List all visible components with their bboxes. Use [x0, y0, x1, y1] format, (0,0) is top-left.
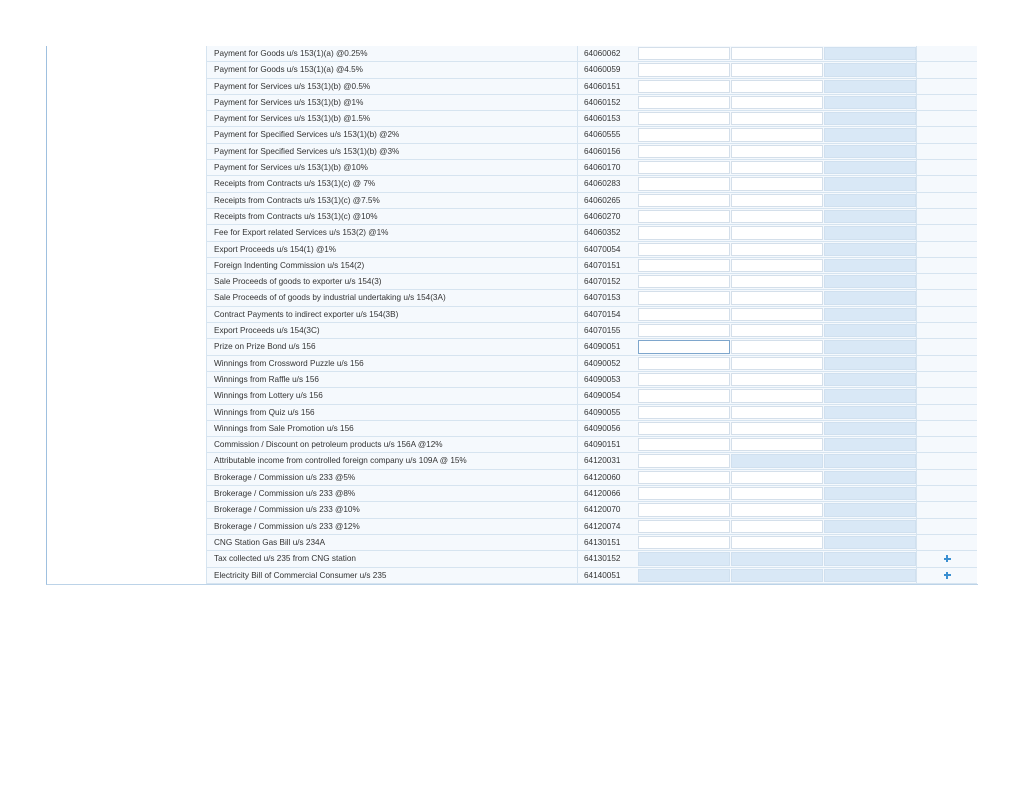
row-description: CNG Station Gas Bill u/s 234A: [206, 535, 577, 550]
readonly-cell: [824, 487, 916, 500]
amount-input[interactable]: [731, 128, 823, 141]
row-action-cell: [916, 519, 977, 534]
amount-input[interactable]: [638, 194, 730, 207]
row-description: Receipts from Contracts u/s 153(1)(c) @10%: [206, 209, 577, 224]
table-row: [206, 372, 977, 388]
readonly-cell: [824, 552, 916, 565]
row-code: 64120060: [577, 470, 637, 485]
table-row: [206, 568, 977, 584]
table-row: [206, 535, 977, 551]
amount-input[interactable]: [731, 63, 823, 76]
table-row: [206, 46, 977, 62]
row-action-cell: [916, 95, 977, 110]
row-code: 64060352: [577, 225, 637, 240]
table-row: [206, 405, 977, 421]
row-action-cell: [916, 405, 977, 420]
readonly-cell: [824, 569, 916, 582]
amount-input[interactable]: [731, 340, 823, 353]
readonly-cell: [731, 552, 823, 565]
table-row: [206, 519, 977, 535]
readonly-cell: [824, 80, 916, 93]
table-row: [206, 437, 977, 453]
row-description: Brokerage / Commission u/s 233 @5%: [206, 470, 577, 485]
row-code: 64060156: [577, 144, 637, 159]
amount-input[interactable]: [638, 422, 730, 435]
plus-icon[interactable]: [944, 555, 951, 562]
amount-input[interactable]: [638, 503, 730, 516]
row-action-cell: [916, 502, 977, 517]
amount-input[interactable]: [638, 80, 730, 93]
amount-input[interactable]: [638, 145, 730, 158]
row-code: 64060270: [577, 209, 637, 224]
amount-input[interactable]: [638, 389, 730, 402]
amount-input[interactable]: [731, 503, 823, 516]
readonly-cell: [824, 47, 916, 60]
row-action-cell: [916, 551, 977, 566]
readonly-cell: [824, 406, 916, 419]
row-code: 64090056: [577, 421, 637, 436]
table-row: [206, 242, 977, 258]
table-row: [206, 193, 977, 209]
readonly-cell: [824, 291, 916, 304]
row-description: Payment for Services u/s 153(1)(b) @1%: [206, 95, 577, 110]
row-description: Tax collected u/s 235 from CNG station: [206, 551, 577, 566]
readonly-cell: [824, 357, 916, 370]
table-row: [206, 144, 977, 160]
amount-input[interactable]: [731, 145, 823, 158]
tax-form-sheet: [46, 46, 978, 585]
amount-input[interactable]: [731, 275, 823, 288]
row-description: Brokerage / Commission u/s 233 @10%: [206, 502, 577, 517]
row-action-cell: [916, 176, 977, 191]
row-description: Brokerage / Commission u/s 233 @12%: [206, 519, 577, 534]
table-row: [206, 421, 977, 437]
row-description: Winnings from Sale Promotion u/s 156: [206, 421, 577, 436]
amount-input[interactable]: [731, 47, 823, 60]
row-action-cell: [916, 388, 977, 403]
row-description: Receipts from Contracts u/s 153(1)(c) @ 7%: [206, 176, 577, 191]
table-row: [206, 225, 977, 241]
amount-input[interactable]: [638, 243, 730, 256]
row-action-cell: [916, 46, 977, 61]
row-code: 64090052: [577, 356, 637, 371]
readonly-cell: [824, 210, 916, 223]
amount-input[interactable]: [638, 471, 730, 484]
row-description: Brokerage / Commission u/s 233 @8%: [206, 486, 577, 501]
row-action-cell: [916, 290, 977, 305]
row-action-cell: [916, 568, 977, 583]
table-row: [206, 551, 977, 567]
amount-input[interactable]: [638, 438, 730, 451]
readonly-cell: [824, 340, 916, 353]
row-action-cell: [916, 193, 977, 208]
readonly-cell: [824, 259, 916, 272]
table-row: [206, 160, 977, 176]
amount-input[interactable]: [638, 487, 730, 500]
row-code: 64070154: [577, 307, 637, 322]
row-description: Sale Proceeds of goods to exporter u/s 154(3): [206, 274, 577, 289]
amount-input[interactable]: [731, 308, 823, 321]
readonly-cell: [824, 177, 916, 190]
readonly-cell: [824, 536, 916, 549]
amount-input[interactable]: [638, 324, 730, 337]
row-code: 64090151: [577, 437, 637, 452]
amount-input[interactable]: [731, 291, 823, 304]
row-description: Winnings from Crossword Puzzle u/s 156: [206, 356, 577, 371]
row-code: 64070151: [577, 258, 637, 273]
amount-input[interactable]: [638, 259, 730, 272]
table-row: [206, 470, 977, 486]
table-row: [206, 95, 977, 111]
row-code: 64090051: [577, 339, 637, 354]
amount-input[interactable]: [731, 259, 823, 272]
table-row: [206, 111, 977, 127]
amount-input[interactable]: [731, 487, 823, 500]
readonly-cell: [824, 422, 916, 435]
readonly-cell: [824, 161, 916, 174]
amount-input[interactable]: [731, 112, 823, 125]
table-row: [206, 274, 977, 290]
amount-input[interactable]: [638, 406, 730, 419]
row-code: 64120031: [577, 453, 637, 468]
amount-input[interactable]: [638, 226, 730, 239]
amount-input[interactable]: [638, 47, 730, 60]
row-action-cell: [916, 535, 977, 550]
row-code: 64060283: [577, 176, 637, 191]
row-action-cell: [916, 160, 977, 175]
row-action-cell: [916, 127, 977, 142]
readonly-cell: [824, 454, 916, 467]
row-code: 64120070: [577, 502, 637, 517]
plus-icon[interactable]: [944, 572, 951, 579]
row-action-cell: [916, 437, 977, 452]
amount-input[interactable]: [731, 96, 823, 109]
amount-input[interactable]: [731, 177, 823, 190]
row-description: Commission / Discount on petroleum products u/s 156A @12%: [206, 437, 577, 452]
row-code: 64060059: [577, 62, 637, 77]
row-code: 64130152: [577, 551, 637, 566]
row-code: 64070152: [577, 274, 637, 289]
row-action-cell: [916, 144, 977, 159]
readonly-cell: [824, 373, 916, 386]
row-action-cell: [916, 258, 977, 273]
readonly-cell: [824, 324, 916, 337]
table-row: [206, 356, 977, 372]
row-action-cell: [916, 62, 977, 77]
readonly-cell: [824, 389, 916, 402]
row-description: Export Proceeds u/s 154(1) @1%: [206, 242, 577, 257]
amount-input[interactable]: [731, 194, 823, 207]
row-action-cell: [916, 307, 977, 322]
table-row: [206, 307, 977, 323]
row-action-cell: [916, 274, 977, 289]
row-description: Prize on Prize Bond u/s 156: [206, 339, 577, 354]
readonly-cell: [824, 438, 916, 451]
table-row: [206, 176, 977, 192]
table-row: [206, 323, 977, 339]
readonly-cell: [824, 520, 916, 533]
row-code: 64060062: [577, 46, 637, 61]
row-description: Electricity Bill of Commercial Consumer u/s 235: [206, 568, 577, 583]
table-row: [206, 502, 977, 518]
amount-input[interactable]: [638, 210, 730, 223]
amount-input[interactable]: [638, 177, 730, 190]
amount-input[interactable]: [638, 340, 730, 353]
readonly-cell: [824, 275, 916, 288]
amount-input[interactable]: [731, 226, 823, 239]
row-action-cell: [916, 453, 977, 468]
amount-input[interactable]: [638, 291, 730, 304]
row-action-cell: [916, 111, 977, 126]
row-code: 64060151: [577, 79, 637, 94]
amount-input[interactable]: [638, 128, 730, 141]
amount-input[interactable]: [731, 406, 823, 419]
row-action-cell: [916, 356, 977, 371]
amount-input[interactable]: [731, 389, 823, 402]
row-code: 64060555: [577, 127, 637, 142]
table-row: [206, 290, 977, 306]
amount-input[interactable]: [731, 357, 823, 370]
readonly-cell: [824, 145, 916, 158]
amount-input[interactable]: [638, 308, 730, 321]
row-action-cell: [916, 486, 977, 501]
amount-input[interactable]: [638, 373, 730, 386]
row-code: 64060265: [577, 193, 637, 208]
row-action-cell: [916, 225, 977, 240]
amount-input[interactable]: [731, 80, 823, 93]
row-description: Fee for Export related Services u/s 153(2) @1%: [206, 225, 577, 240]
readonly-cell: [824, 63, 916, 76]
table-row: [206, 209, 977, 225]
row-action-cell: [916, 372, 977, 387]
row-code: 64130151: [577, 535, 637, 550]
row-code: 64140051: [577, 568, 637, 583]
amount-input[interactable]: [731, 471, 823, 484]
amount-input[interactable]: [638, 63, 730, 76]
table-row: [206, 453, 977, 469]
withholding-table: [206, 46, 977, 584]
row-description: Payment for Services u/s 153(1)(b) @0.5%: [206, 79, 577, 94]
row-code: 64070153: [577, 290, 637, 305]
row-action-cell: [916, 209, 977, 224]
readonly-cell: [824, 96, 916, 109]
amount-input[interactable]: [731, 422, 823, 435]
readonly-cell: [824, 471, 916, 484]
row-description: Contract Payments to indirect exporter u/s 154(3B): [206, 307, 577, 322]
row-code: 64090055: [577, 405, 637, 420]
amount-input[interactable]: [731, 210, 823, 223]
readonly-cell: [824, 243, 916, 256]
row-code: 64070054: [577, 242, 637, 257]
row-action-cell: [916, 421, 977, 436]
row-description: Sale Proceeds of of goods by industrial undertaking u/s 154(3A): [206, 290, 577, 305]
row-description: Payment for Goods u/s 153(1)(a) @4.5%: [206, 62, 577, 77]
row-description: Receipts from Contracts u/s 153(1)(c) @7.5%: [206, 193, 577, 208]
readonly-cell: [638, 552, 730, 565]
row-code: 64090053: [577, 372, 637, 387]
readonly-cell: [824, 308, 916, 321]
table-row: [206, 62, 977, 78]
row-description: Payment for Goods u/s 153(1)(a) @0.25%: [206, 46, 577, 61]
amount-input[interactable]: [731, 373, 823, 386]
row-action-cell: [916, 339, 977, 354]
row-description: Winnings from Raffle u/s 156: [206, 372, 577, 387]
row-description: Attributable income from controlled foreign company u/s 109A @ 15%: [206, 453, 577, 468]
amount-input[interactable]: [638, 520, 730, 533]
row-code: 64090054: [577, 388, 637, 403]
amount-input[interactable]: [731, 324, 823, 337]
row-description: Payment for Services u/s 153(1)(b) @10%: [206, 160, 577, 175]
readonly-cell: [731, 569, 823, 582]
table-row: [206, 339, 977, 355]
row-action-cell: [916, 242, 977, 257]
row-description: Payment for Specified Services u/s 153(1)(b) @2%: [206, 127, 577, 142]
row-description: Winnings from Lottery u/s 156: [206, 388, 577, 403]
row-code: 64060153: [577, 111, 637, 126]
row-description: Payment for Specified Services u/s 153(1)(b) @3%: [206, 144, 577, 159]
amount-input[interactable]: [638, 112, 730, 125]
amount-input[interactable]: [638, 357, 730, 370]
row-description: Export Proceeds u/s 154(3C): [206, 323, 577, 338]
row-description: Winnings from Quiz u/s 156: [206, 405, 577, 420]
row-code: 64070155: [577, 323, 637, 338]
table-row: [206, 258, 977, 274]
amount-input[interactable]: [638, 161, 730, 174]
amount-input[interactable]: [731, 438, 823, 451]
readonly-cell: [824, 112, 916, 125]
row-description: Foreign Indenting Commission u/s 154(2): [206, 258, 577, 273]
table-row: [206, 127, 977, 143]
table-row: [206, 388, 977, 404]
amount-input[interactable]: [731, 161, 823, 174]
table-row: [206, 486, 977, 502]
readonly-cell: [824, 194, 916, 207]
amount-input[interactable]: [638, 536, 730, 549]
row-action-cell: [916, 470, 977, 485]
amount-input[interactable]: [638, 454, 730, 467]
row-code: 64060152: [577, 95, 637, 110]
row-code: 64120066: [577, 486, 637, 501]
row-action-cell: [916, 323, 977, 338]
table-row: [206, 79, 977, 95]
amount-input[interactable]: [638, 275, 730, 288]
row-description: Payment for Services u/s 153(1)(b) @1.5%: [206, 111, 577, 126]
readonly-cell: [638, 569, 730, 582]
row-code: 64060170: [577, 160, 637, 175]
readonly-cell: [731, 454, 823, 467]
amount-input[interactable]: [731, 520, 823, 533]
readonly-cell: [824, 128, 916, 141]
row-code: 64120074: [577, 519, 637, 534]
readonly-cell: [824, 226, 916, 239]
amount-input[interactable]: [638, 96, 730, 109]
amount-input[interactable]: [731, 243, 823, 256]
amount-input[interactable]: [731, 536, 823, 549]
row-action-cell: [916, 79, 977, 94]
readonly-cell: [824, 503, 916, 516]
